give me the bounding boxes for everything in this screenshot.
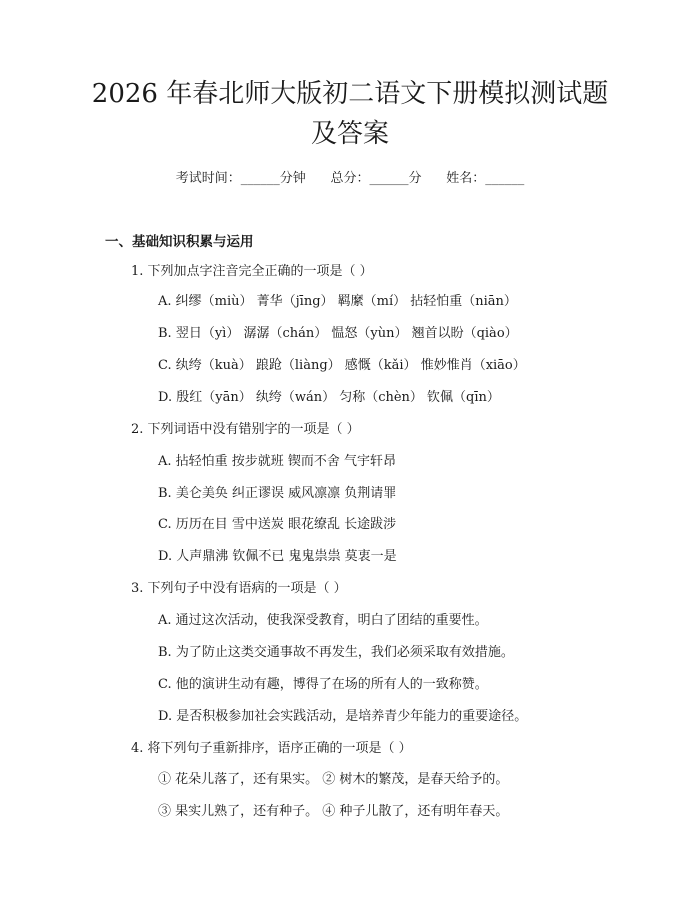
section-heading: 一、基础知识积累与运用 [105,234,254,250]
question-3-option-c: C. 他的演讲生动有趣，博得了在场的所有人的一致称赞。 [158,677,488,692]
title-line-2: 及答案 [310,119,389,149]
question-1-stem: 1. 下列加点字注音完全正确的一项是（ ） [131,264,373,279]
question-1-option-c: C. 纨绔（kuà） 踉跄（liàng） 感慨（kǎi） 惟妙惟肖（xiāo） [158,358,526,373]
question-3-stem: 3. 下列句子中没有语病的一项是（ ） [131,581,347,596]
question-2-option-b: B. 美仑美奂 纠正谬误 威风凛凛 负荆请罪 [158,486,397,501]
question-1-option-d: D. 殷红（yān） 纨绔（wán） 匀称（chèn） 钦佩（qīn） [158,390,500,405]
question-3-option-a: A. 通过这次活动，使我深受教育，明白了团结的重要性。 [158,613,488,628]
question-1-option-b: B. 翌日（yì） 潺潺（chán） 愠怒（yùn） 翘首以盼（qiào） [158,326,518,341]
question-4-stem: 4. 将下列句子重新排序，语序正确的一项是（ ） [131,741,412,756]
question-2-option-c: C. 历历在目 雪中送炭 眼花缭乱 长途跋涉 [158,517,397,532]
title-line-1: 2026 年春北师大版初二语文下册模拟测试题 [91,79,609,109]
question-2-stem: 2. 下列词语中没有错别字的一项是（ ） [131,422,360,437]
question-1-option-a: A. 纠缪（miù） 菁华（jīng） 羁縻（mí） 拈轻怕重（niān） [158,294,517,309]
question-2-option-a: A. 拈轻怕重 按步就班 锲而不舍 气宇轩昂 [158,454,397,469]
question-2-option-d: D. 人声鼎沸 钦佩不已 鬼鬼祟祟 莫衷一是 [158,549,397,564]
question-4-line-1: ① 花朵儿落了，还有果实。 ② 树木的繁茂，是春天给予的。 [158,772,509,787]
question-3-option-b: B. 为了防止这类交通事故不再发生，我们必须采取有效措施。 [158,645,514,660]
exam-info: 考试时间：______分钟 总分：______分 姓名：______ [175,171,525,186]
question-4-line-2: ③ 果实儿熟了，还有种子。 ④ 种子儿散了，还有明年春天。 [158,804,509,819]
question-3-option-d: D. 是否积极参加社会实践活动，是培养青少年能力的重要途径。 [158,709,528,724]
page-title [60,74,640,154]
